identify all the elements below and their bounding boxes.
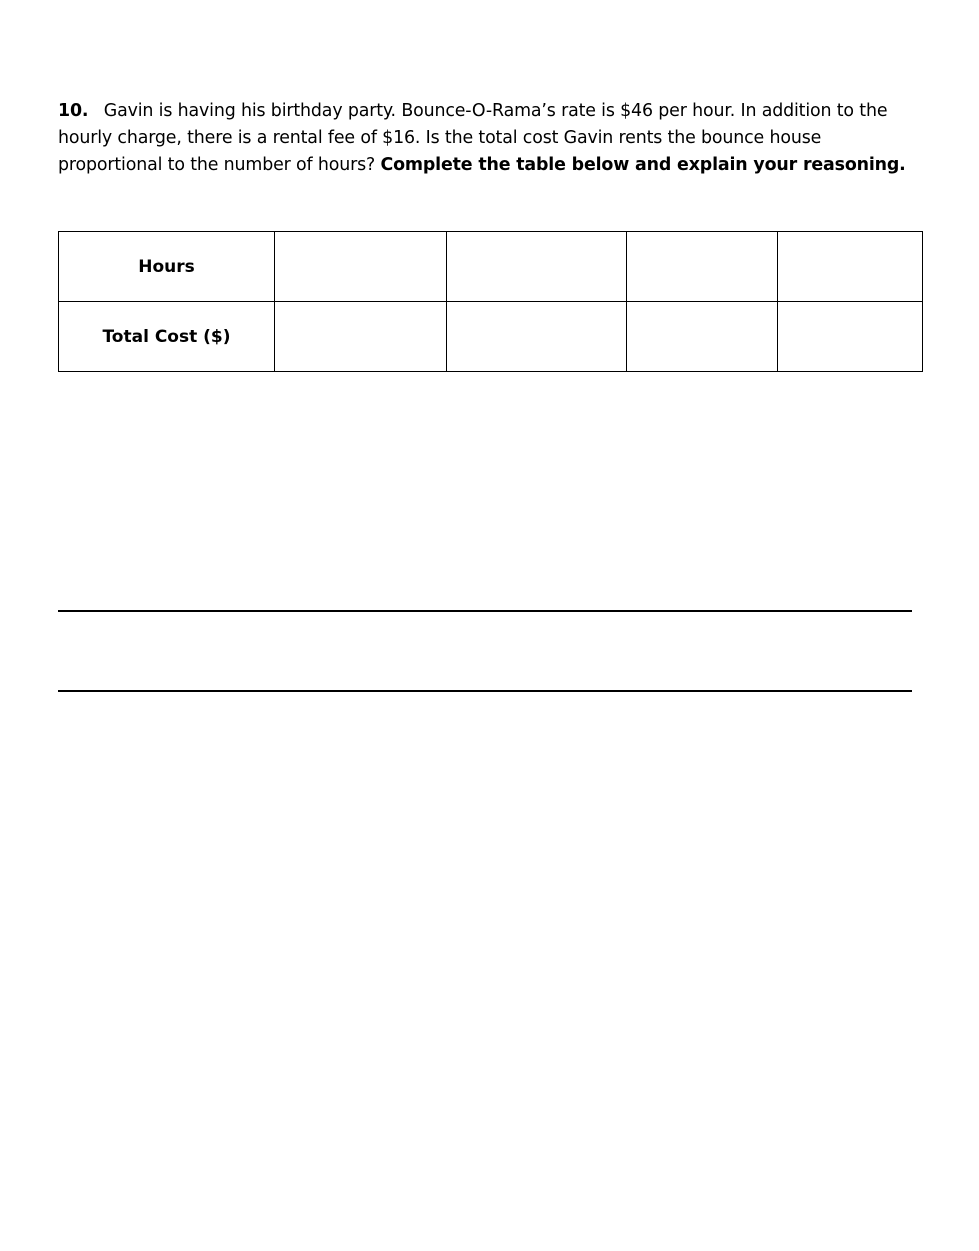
- hours-cell-4[interactable]: [778, 232, 923, 302]
- question-instruction: Complete the table below and explain your reasoning.: [380, 155, 906, 175]
- hours-cell-2[interactable]: [447, 232, 627, 302]
- question-10: [58, 98, 918, 179]
- table-row-total-cost: [59, 302, 923, 372]
- cost-cell-4[interactable]: [778, 302, 923, 372]
- answer-table: [58, 231, 923, 372]
- hours-cell-3[interactable]: [627, 232, 778, 302]
- answer-line-2[interactable]: [58, 690, 912, 692]
- question-text: Gavin is having his birthday party. Bounce-O-Rama’s rate is $46 per hour. In addition to the hourly charge, there is a rental fee of $16. Is the total cost Gavin rents the bounce house proportional to the number of hours?: [58, 101, 888, 175]
- cost-cell-1[interactable]: [275, 302, 447, 372]
- cost-cell-3[interactable]: [627, 302, 778, 372]
- hours-cell-1[interactable]: [275, 232, 447, 302]
- table-row-hours: [59, 232, 923, 302]
- question-number: 10.: [58, 101, 89, 121]
- cost-cell-2[interactable]: [447, 302, 627, 372]
- row-header-total-cost: Total Cost ($): [59, 302, 275, 372]
- answer-line-1[interactable]: [58, 610, 912, 612]
- row-header-hours: Hours: [59, 232, 275, 302]
